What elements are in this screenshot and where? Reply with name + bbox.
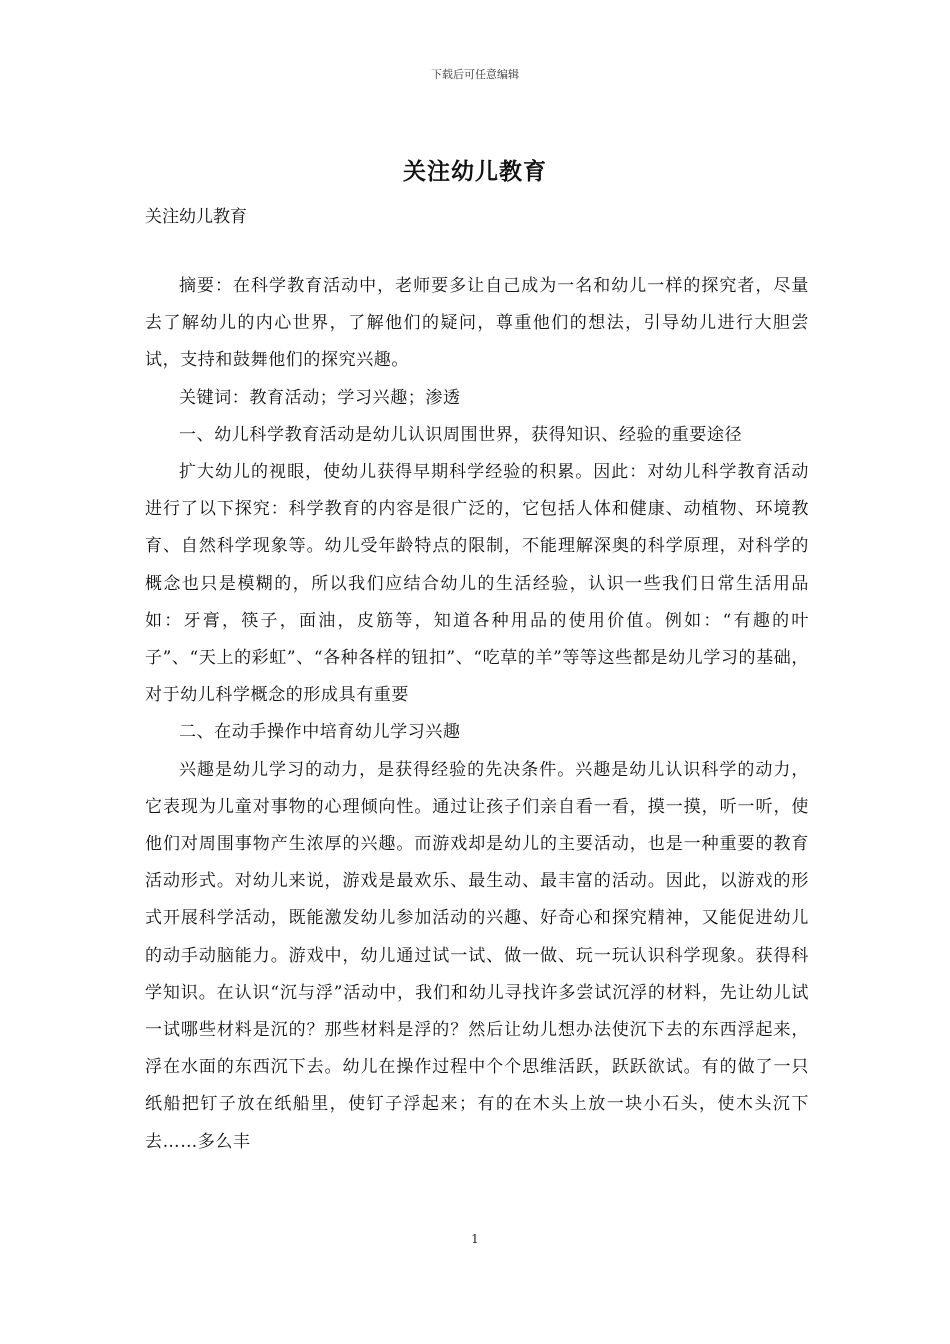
header-note: 下载后可任意编辑 [431,68,519,81]
body-paragraph-1: 扩大幼儿的视眼，使幼儿获得早期科学经验的积累。因此：对幼儿科学教育活动进行了以下探究：科学教育的内容是很广泛的，它包括人体和健康、动植物、环境教育、自然科学现象等。幼儿受年龄特点的限制，不能理解深奥的科学原理，对科学的概念也只是模糊的，所以我们应结合幼儿的生活经验，认识一些我们日常生活用品如：牙膏，筷子，面油，皮筋等，知道各种用品的使用价值。例如：“有趣的叶子”、“天上的彩虹”、“各种各样的钮扣”、“吃草的羊”等等这些都是幼儿学习的基础，对于幼儿科学概念的形成具有重要 [145,462,809,706]
document-title: 关注幼儿教育 [403,158,547,185]
abstract-paragraph: 摘要：在科学教育活动中，老师要多让自己成为一名和幼儿一样的探究者，尽量去了解幼儿的内心世界，了解他们的疑问，尊重他们的想法，引导幼儿进行大胆尝试，支持和鼓舞他们的探究兴趣。 [145,276,809,371]
keywords-paragraph: 关键词：教育活动；学习兴趣；渗透 [179,387,461,408]
document-subtitle: 关注幼儿教育 [145,207,247,227]
document-body [145,268,809,1161]
page-number: 1 [471,1232,479,1246]
section-heading-1: 一、幼儿科学教育活动是幼儿认识周围世界，获得知识、经验的重要途径 [179,424,743,445]
body-paragraph-2: 兴趣是幼儿学习的动力，是获得经验的先决条件。兴趣是幼儿认识科学的动力，它表现为儿童对事物的心理倾向性。通过让孩子们亲自看一看，摸一摸，听一听，使他们对周围事物产生浓厚的兴趣。而游戏却是幼儿的主要活动，也是一种重要的教育活动形式。对幼儿来说，游戏是最欢乐、最生动、最丰富的活动。因此，以游戏的形式开展科学活动，既能激发幼儿参加活动的兴趣、好奇心和探究精神，又能促进幼儿的动手动脑能力。游戏中，幼儿通过试一试、做一做、玩一玩认识科学现象。获得科学知识。在认识“沉与浮”活动中，我们和幼儿寻找许多尝试沉浮的材料，先让幼儿试一试哪些材料是沉的？那些材料是浮的？然后让幼儿想办法使沉下去的东西浮起来，浮在水面的东西沉下去。幼儿在操作过程中个个思维活跃，跃跃欲试。有的做了一只纸船把钉子放在纸船里，使钉子浮起来；有的在木头上放一块小石头，使木头沉下去……多么丰 [145,759,809,1152]
section-heading-2: 二、在动手操作中培育幼儿学习兴趣 [179,722,461,743]
